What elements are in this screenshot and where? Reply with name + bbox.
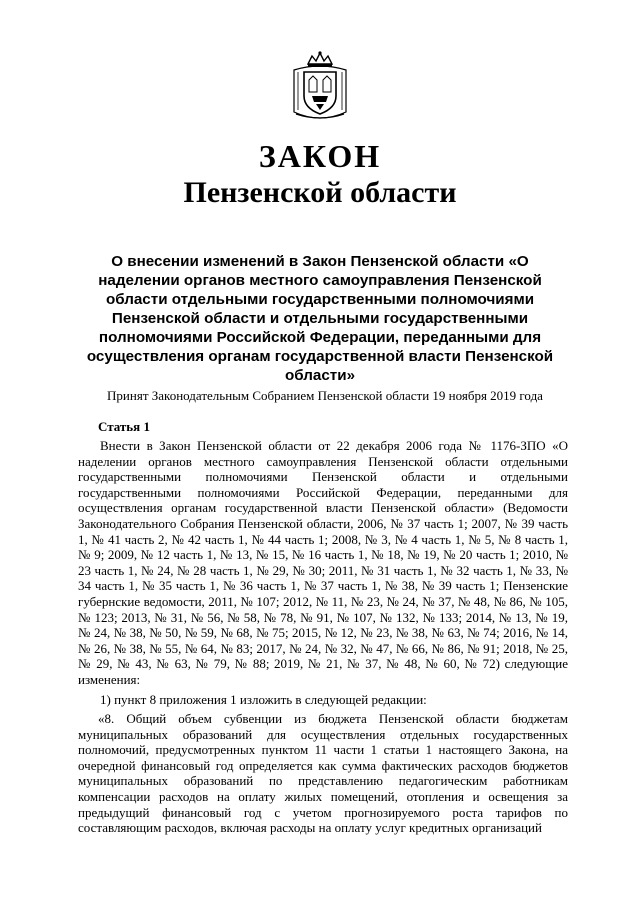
quoted-paragraph: «8. Общий объем субвенции из бюджета Пензенской области бюджетам муниципальных образований для осуществления отдельных государственных полномочий, предусмотренных пунктом 11 части 1 статьи 1 настоящего Закона, на очередной финансовый год определяется как сумма фактических расходов бюджетов муниципальных образований по представлению педагогическим работникам компенсации расходов на оплату жилых помещений, отопления и освещения за предыдущий финансовый год с учетом прогнозируемого роста тарифов по составляющим расходов, включая расходы на оплату услуг кредитных организаций (78, 711, 568, 836)
document-title: ЗАКОН (258, 138, 382, 174)
intro-paragraph: Внести в Закон Пензенской области от 22 декабря 2006 года № 1176-ЗПО «О наделении органов местного самоуправления Пензенской области отдельными государственными полномочиями Пензенской области и отдельными государственными полномочиями Российской Федерации, переданными для осуществления органам государственной власти Пензенской области» (Ведомости Законодательного Собрания Пензенской области, 2006, № 37 часть 1; 2007, № 39 часть 1, № 41 часть 2, № 42 часть 1, № 44 часть 1; 2008, № 3, № 4 часть 1, № 5, № 8 часть 1, № 9; 2009, № 12 часть 1, № 13, № 15, № 16 часть 1, № 18, № 19, № 20 часть 1; 2010, № 23 часть 1, № 24, № 28 часть 1, № 29, № 30; 2011, № 31 часть 1, № 32 часть 1, № 33, № 34 часть 1, № 35 часть 1, № 36 часть 1, № 37 часть 1, № 38, № 39 часть 1; Пензенские губернские ведомости, 2011, № 107; 2012, № 11, № 23, № 24, № 37, № 48, № 86, № 105, № 123; 2013, № 31, № 56, № 58, № 78, № 91, № 107, № 132, № 133; 2014, № 13, № 19, № 24, № 38, № 50, № 59, № 68, № 75; 2015, № 12, № 23, № 38, № 63, № 74; 2016, № 14, № 26, № 38, № 55, № 64, № 83; 2017, № 24, № 32, № 47, № 66, № 86, № 91; 2018, № 25, № 29, № 43, № 63, № 79, № 88; 2019, № 21, № 37, № 48, № 60, № 72) следующие изменения: (78, 438, 568, 687)
law-subject-heading: О внесении изменений в Закон Пензенской области «О наделении органов местного самоуправления Пензенской области отдельными государственными полномочиями Пензенской области и отдельными государственными полномочиями Российской Федерации, переданными для осуществления органам государственной власти Пензенской области» (86, 253, 554, 384)
adoption-line: Принят Законодательным Собранием Пензенской области 19 ноября 2019 года (107, 388, 543, 403)
document-region: Пензенской области (183, 176, 457, 209)
article-heading: Статья 1 (98, 419, 150, 434)
coat-of-arms-icon (290, 50, 350, 122)
list-item: 1) пункт 8 приложения 1 изложить в следующей редакции: (100, 691, 427, 707)
article-body (78, 438, 568, 836)
